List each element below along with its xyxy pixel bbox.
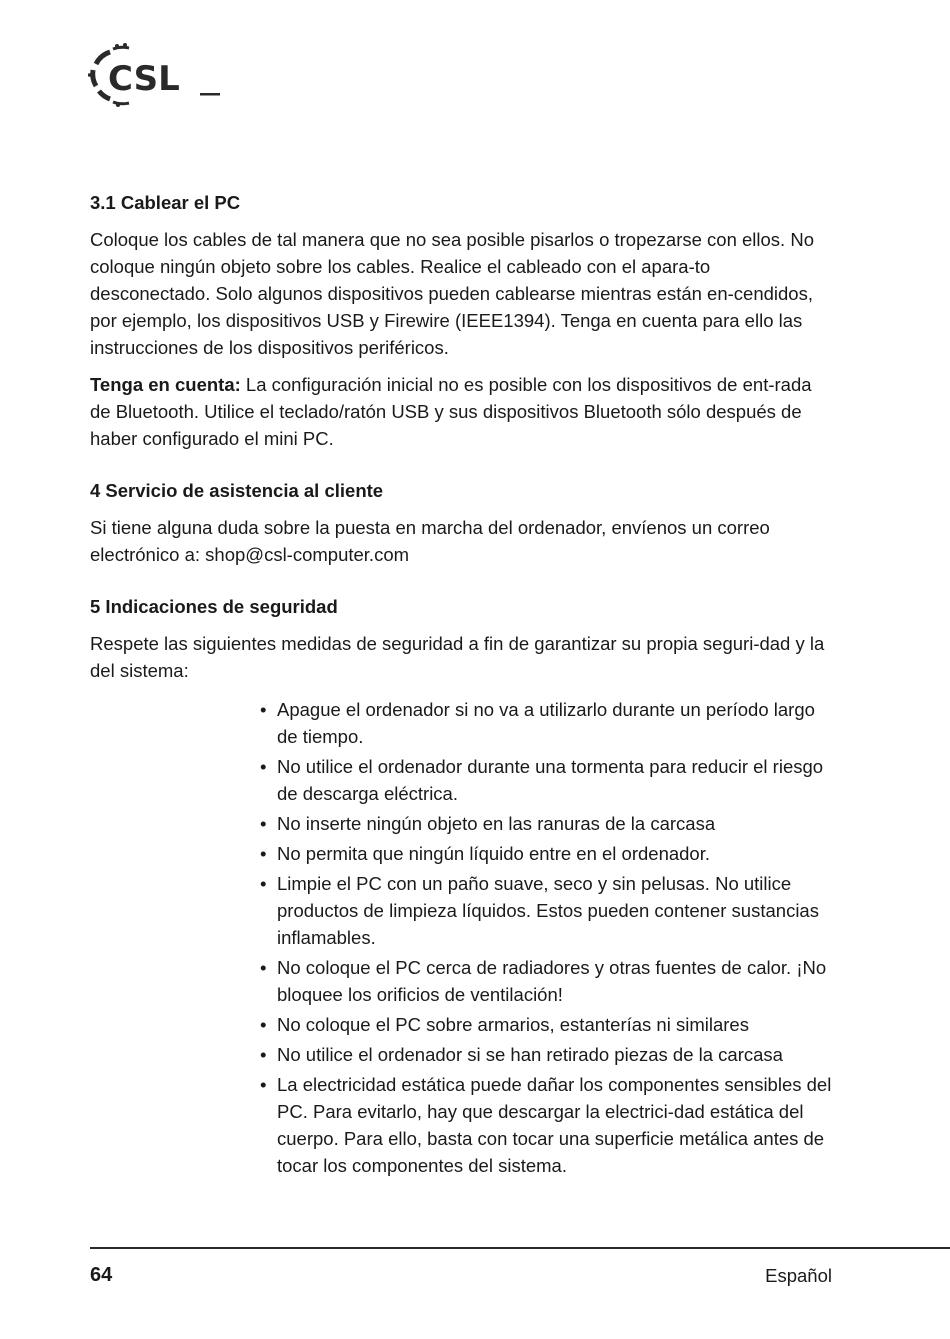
list-item-text: La electricidad estática puede dañar los componentes sensibles del PC. Para evitarlo, hay que descargar la electrici-dad estática del cuerpo. Para ello, basta con tocar una superficie metálica antes de tocar los componentes del sistema.: [277, 1074, 832, 1176]
bullet-icon: •: [260, 957, 267, 978]
bullet-icon: •: [260, 873, 267, 894]
list-item: [260, 1041, 835, 1068]
paragraph-cablear: Coloque los cables de tal manera que no sea posible pisarlos o tropezarse con ellos. No coloque ningún objeto sobre los cables. Realice el cableado con el apara-to desconectado. Solo algunos dispositivos pueden cablearse mientras están en-cendidos, por ejemplo, los dispositivos USB y Firewire (IEEE1394). Tenga en cuenta para ello las instrucciones de los dispositivos periféricos.: [90, 229, 814, 358]
list-item-text: No inserte ningún objeto en las ranuras de la carcasa: [277, 813, 716, 834]
bullet-icon: •: [260, 843, 267, 864]
logo-text: CSL: [108, 59, 180, 99]
bullet-icon: •: [260, 699, 267, 720]
list-item: [260, 954, 835, 1008]
note-bluetooth: [90, 371, 835, 452]
list-item: [260, 810, 835, 837]
section-heading-seguridad: 5 Indicaciones de seguridad: [90, 596, 338, 617]
bullet-icon: •: [260, 1014, 267, 1035]
note-label: Tenga en cuenta:: [90, 374, 241, 395]
bullet-icon: •: [260, 1044, 267, 1065]
list-item-text: Limpie el PC con un paño suave, seco y sin pelusas. No utilice productos de limpieza líquidos. Estos pueden contener sustancias inflamables.: [277, 873, 819, 948]
bullet-icon: •: [260, 813, 267, 834]
main-content: [90, 190, 835, 1182]
list-item-text: Apague el ordenador si no va a utilizarlo durante un período largo de tiempo.: [277, 699, 815, 747]
bullet-icon: •: [260, 1074, 267, 1095]
safety-list: [260, 696, 835, 1179]
list-item-text: No utilice el ordenador si se han retirado piezas de la carcasa: [277, 1044, 783, 1065]
language-label: Español: [765, 1265, 832, 1286]
paragraph-asistencia: Si tiene alguna duda sobre la puesta en marcha del ordenador, envíenos un correo electrónico a: shop@csl-computer.com: [90, 517, 770, 565]
list-item: [260, 1071, 835, 1179]
list-item-text: No utilice el ordenador durante una tormenta para reducir el riesgo de descarga eléctrica.: [277, 756, 824, 804]
list-item-text: No coloque el PC sobre armarios, estanterías ni similares: [277, 1014, 749, 1035]
section-heading-asistencia: 4 Servicio de asistencia al cliente: [90, 480, 384, 501]
note-text: La configuración inicial no es posible con los dispositivos de ent-rada de Bluetooth. Utilice el teclado/ratón USB y sus dispositivos Bluetooth sólo después de haber configurado el mini PC.: [90, 374, 812, 449]
list-item-text: No permita que ningún líquido entre en el ordenador.: [277, 843, 710, 864]
list-item: [260, 840, 835, 867]
list-item-text: No coloque el PC cerca de radiadores y otras fuentes de calor. ¡No bloquee los orificios de ventilación!: [277, 957, 827, 1005]
bullet-icon: •: [260, 756, 267, 777]
list-item: [260, 696, 835, 750]
list-item: [260, 1011, 835, 1038]
page-number: 64: [90, 1264, 113, 1286]
list-item: [260, 753, 835, 807]
list-item: [260, 870, 835, 951]
paragraph-seguridad: Respete las siguientes medidas de seguridad a fin de garantizar su propia seguri-dad y la del sistema:: [90, 633, 825, 681]
footer-divider: [90, 1247, 950, 1249]
csl-logo: [88, 42, 222, 108]
section-heading-cablear: 3.1 Cablear el PC: [90, 192, 241, 213]
